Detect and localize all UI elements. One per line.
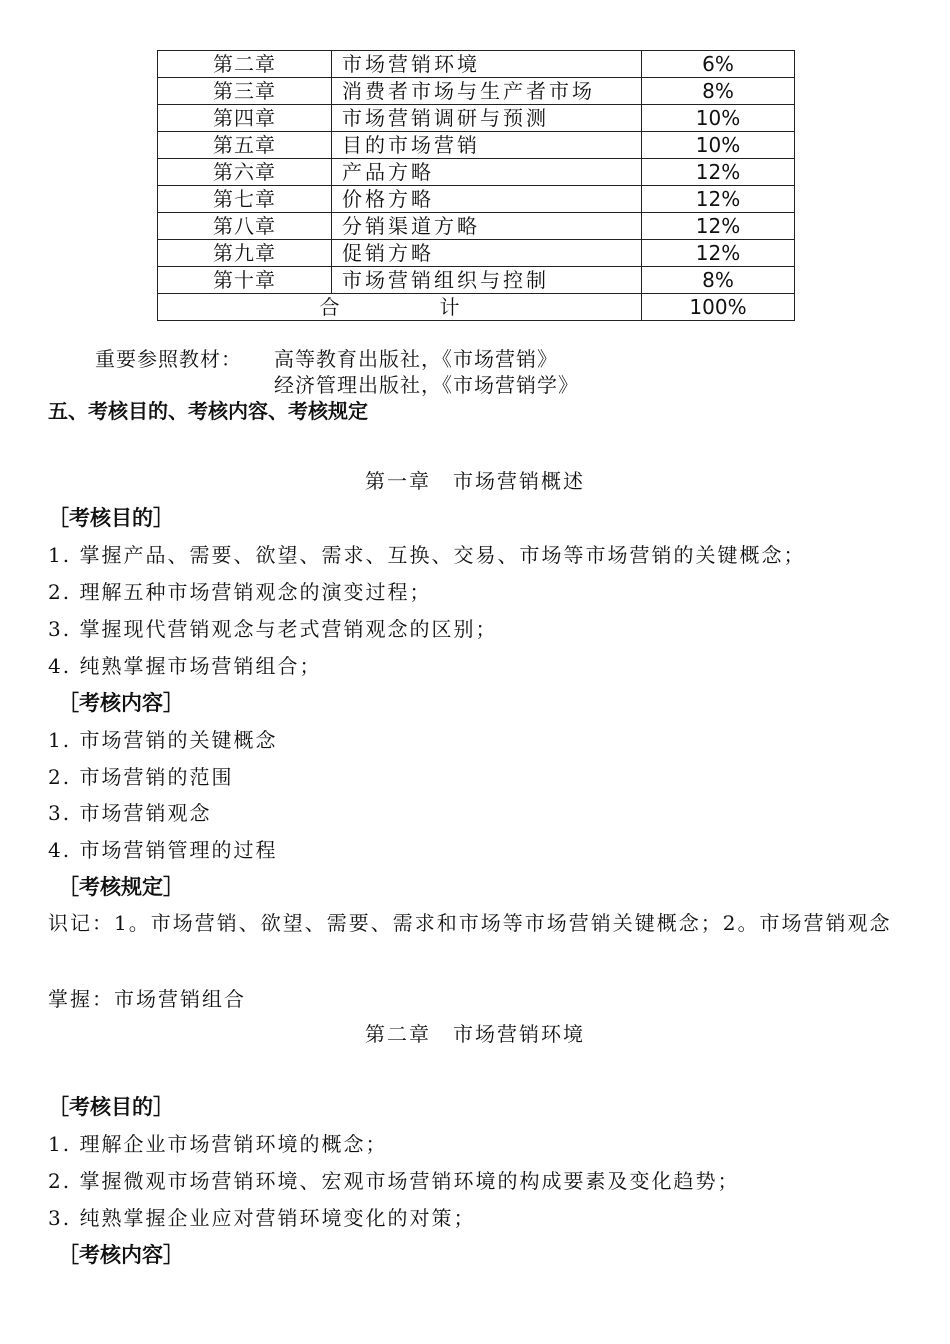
topic-cell: 分销渠道方略 bbox=[332, 213, 642, 240]
percent-cell: 8% bbox=[642, 78, 795, 105]
percent-cell: 12% bbox=[642, 186, 795, 213]
topic-cell: 目的市场营销 bbox=[332, 132, 642, 159]
ch2-objective-item: 2. 掌握微观市场营销环境、宏观市场营销环境的构成要素及变化趋势； bbox=[48, 1169, 740, 1193]
ch1-rules-master: 掌握：市场营销组合 bbox=[48, 987, 246, 1011]
topic-cell: 消费者市场与生产者市场 bbox=[332, 78, 642, 105]
table-row bbox=[158, 51, 795, 78]
table-row bbox=[158, 132, 795, 159]
ch1-objective-item: 3. 掌握现代营销观念与老式营销观念的区别； bbox=[48, 617, 498, 641]
ch2-objective-item: 1. 理解企业市场营销环境的概念； bbox=[48, 1132, 388, 1156]
percent-cell: 12% bbox=[642, 240, 795, 267]
ch1-objective-item: 1. 掌握产品、需要、欲望、需求、互换、交易、市场等市场营销的关键概念； bbox=[48, 543, 806, 567]
ch1-rules-heading: ［考核规定］ bbox=[58, 875, 184, 899]
percent-cell: 8% bbox=[642, 267, 795, 294]
chapter-cell: 第十章 bbox=[158, 267, 332, 294]
chapter-cell: 第六章 bbox=[158, 159, 332, 186]
table-row bbox=[158, 186, 795, 213]
table-row bbox=[158, 267, 795, 294]
ch1-objective-item: 4. 纯熟掌握市场营销组合； bbox=[48, 654, 322, 678]
chapter-1-title: 第一章 市场营销概述 bbox=[365, 469, 585, 493]
topic-cell: 价格方略 bbox=[332, 186, 642, 213]
percent-cell: 12% bbox=[642, 159, 795, 186]
topic-cell: 促销方略 bbox=[332, 240, 642, 267]
references-label: 重要参照教材： bbox=[95, 347, 242, 371]
ch2-objective-item: 3. 纯熟掌握企业应对营销环境变化的对策； bbox=[48, 1206, 476, 1230]
topic-cell: 市场营销组织与控制 bbox=[332, 267, 642, 294]
table-row bbox=[158, 240, 795, 267]
ch1-content-item: 1. 市场营销的关键概念 bbox=[48, 728, 278, 752]
total-percent-cell: 100% bbox=[642, 294, 795, 321]
table-total-row bbox=[158, 294, 795, 321]
chapter-cell: 第八章 bbox=[158, 213, 332, 240]
topic-cell: 产品方略 bbox=[332, 159, 642, 186]
section-heading: 五、考核目的、考核内容、考核规定 bbox=[48, 399, 368, 423]
table-row bbox=[158, 78, 795, 105]
ch2-objectives-heading: ［考核目的］ bbox=[48, 1095, 174, 1119]
chapter-cell: 第三章 bbox=[158, 78, 332, 105]
topic-cell: 市场营销环境 bbox=[332, 51, 642, 78]
chapter-weight-table bbox=[157, 50, 795, 321]
ch1-objective-item: 2. 理解五种市场营销观念的演变过程； bbox=[48, 580, 432, 604]
reference-book-1: 高等教育出版社，《市场营销》 bbox=[274, 347, 558, 371]
percent-cell: 12% bbox=[642, 213, 795, 240]
ch1-content-heading: ［考核内容］ bbox=[58, 691, 184, 715]
chapter-cell: 第九章 bbox=[158, 240, 332, 267]
ch1-content-item: 3. 市场营销观念 bbox=[48, 801, 212, 825]
chapter-cell: 第七章 bbox=[158, 186, 332, 213]
percent-cell: 6% bbox=[642, 51, 795, 78]
percent-cell: 10% bbox=[642, 132, 795, 159]
ch2-content-heading: ［考核内容］ bbox=[58, 1243, 184, 1267]
chapter-cell: 第二章 bbox=[158, 51, 332, 78]
ch1-objectives-heading: ［考核目的］ bbox=[48, 506, 174, 530]
ch1-content-item: 4. 市场营销管理的过程 bbox=[48, 838, 278, 862]
chapter-cell: 第五章 bbox=[158, 132, 332, 159]
table-row bbox=[158, 213, 795, 240]
ch1-content-item: 2. 市场营销的范围 bbox=[48, 765, 234, 789]
chapter-2-title: 第二章 市场营销环境 bbox=[365, 1022, 585, 1046]
chapter-cell: 第四章 bbox=[158, 105, 332, 132]
topic-cell: 市场营销调研与预测 bbox=[332, 105, 642, 132]
table-row bbox=[158, 105, 795, 132]
total-label-cell: 合计 bbox=[158, 294, 642, 321]
percent-cell: 10% bbox=[642, 105, 795, 132]
ch1-rules-recall: 识记：1。市场营销、欲望、需要、需求和市场等市场营销关键概念；2。市场营销观念 bbox=[48, 911, 892, 935]
reference-book-2: 经济管理出版社，《市场营销学》 bbox=[274, 373, 579, 397]
table-row bbox=[158, 159, 795, 186]
